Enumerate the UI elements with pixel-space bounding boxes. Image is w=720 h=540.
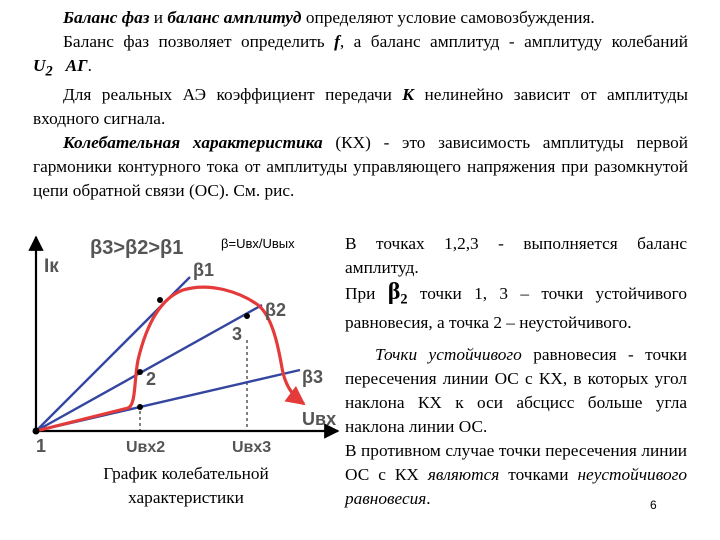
term-oscillation-characteristic: Колебательная характеристика bbox=[63, 133, 323, 153]
ux2-label: Uвх2 bbox=[126, 439, 166, 456]
beta2-label: β2 bbox=[265, 300, 286, 320]
caption-line-2: характеристики bbox=[128, 488, 244, 507]
beta-order-label: β3>β2>β1 bbox=[90, 237, 184, 259]
point-1-dot bbox=[33, 428, 40, 435]
point-2-dot bbox=[137, 369, 143, 375]
text: (КХ) - это зависимость амплитуды первой гармоники контурного тока от амплитуды управляющего напряжения при разомкнутой цепи обратной связи (ОС). См. рис. bbox=[33, 133, 688, 201]
figure-caption bbox=[70, 462, 302, 510]
symbol-u: U bbox=[33, 56, 46, 75]
ux3-label: Uвх3 bbox=[232, 439, 272, 456]
text: В противном случае точки пересечения линии ОС с КХ bbox=[345, 441, 687, 485]
text: нелинейно зависит от амплитуды входного сигнала. bbox=[33, 85, 688, 129]
point-3-dot bbox=[244, 313, 250, 319]
term-stable: Точки устойчивого bbox=[375, 345, 522, 365]
text: точками bbox=[499, 465, 578, 485]
text: . bbox=[87, 56, 92, 75]
symbol-ag: АГ bbox=[65, 56, 88, 75]
term-are: являются bbox=[427, 465, 500, 485]
text: Для реальных АЭ коэффициент передачи bbox=[63, 85, 403, 105]
subscript: 2 bbox=[400, 291, 408, 308]
subscript: 2 bbox=[45, 63, 53, 80]
paragraph-beta2 bbox=[345, 280, 687, 335]
beta3-point-dot bbox=[137, 404, 143, 410]
beta-relation: β=Uвх/Uвых bbox=[221, 236, 295, 251]
x-axis-label: Uвх bbox=[302, 409, 337, 429]
text: точки 1, 3 – точки устойчивого равновесия, а точка 2 – неустойчивого. bbox=[345, 284, 687, 333]
caption-line-1: График колебательной bbox=[103, 464, 269, 483]
point-3-label: 3 bbox=[232, 324, 243, 344]
text: При bbox=[345, 284, 388, 303]
text: определяют условие самовозбуждения. bbox=[301, 8, 595, 27]
point-2-label: 2 bbox=[146, 369, 157, 389]
paragraph-stable-points bbox=[345, 343, 687, 439]
paragraph-balance-points: В точках 1,2,3 - выполняется баланс амплитуд. bbox=[345, 234, 687, 277]
symbol-k: К bbox=[402, 85, 415, 105]
explanation-text bbox=[345, 232, 687, 511]
text: равновесия - точки пересечения линии ОС с КХ, в которых угол наклона КХ к оси абсцисс больше угла наклона линии ОС. bbox=[345, 345, 687, 437]
term-amplitude-balance: баланс амплитуд bbox=[167, 8, 302, 27]
term-phase-balance: Баланс фаз bbox=[63, 8, 150, 27]
symbol-f: f bbox=[334, 32, 340, 51]
point-1-label: 1 bbox=[36, 436, 47, 456]
beta3-label: β3 bbox=[302, 367, 323, 387]
text: . bbox=[426, 489, 431, 509]
text: , а баланс амплитуд - амплитуду колебаний bbox=[339, 32, 689, 51]
beta1-label: β1 bbox=[193, 260, 214, 280]
symbol-beta: β bbox=[387, 279, 401, 305]
page-number: 6 bbox=[650, 498, 657, 512]
term-unstable: неустойчивого равновесия bbox=[345, 465, 687, 509]
text: и bbox=[149, 8, 168, 27]
paragraph-unstable-points bbox=[345, 439, 687, 511]
y-axis-label: Iк bbox=[44, 256, 59, 277]
text: Баланс фаз позволяет определить bbox=[63, 32, 335, 51]
beta1-point-dot bbox=[157, 297, 163, 303]
